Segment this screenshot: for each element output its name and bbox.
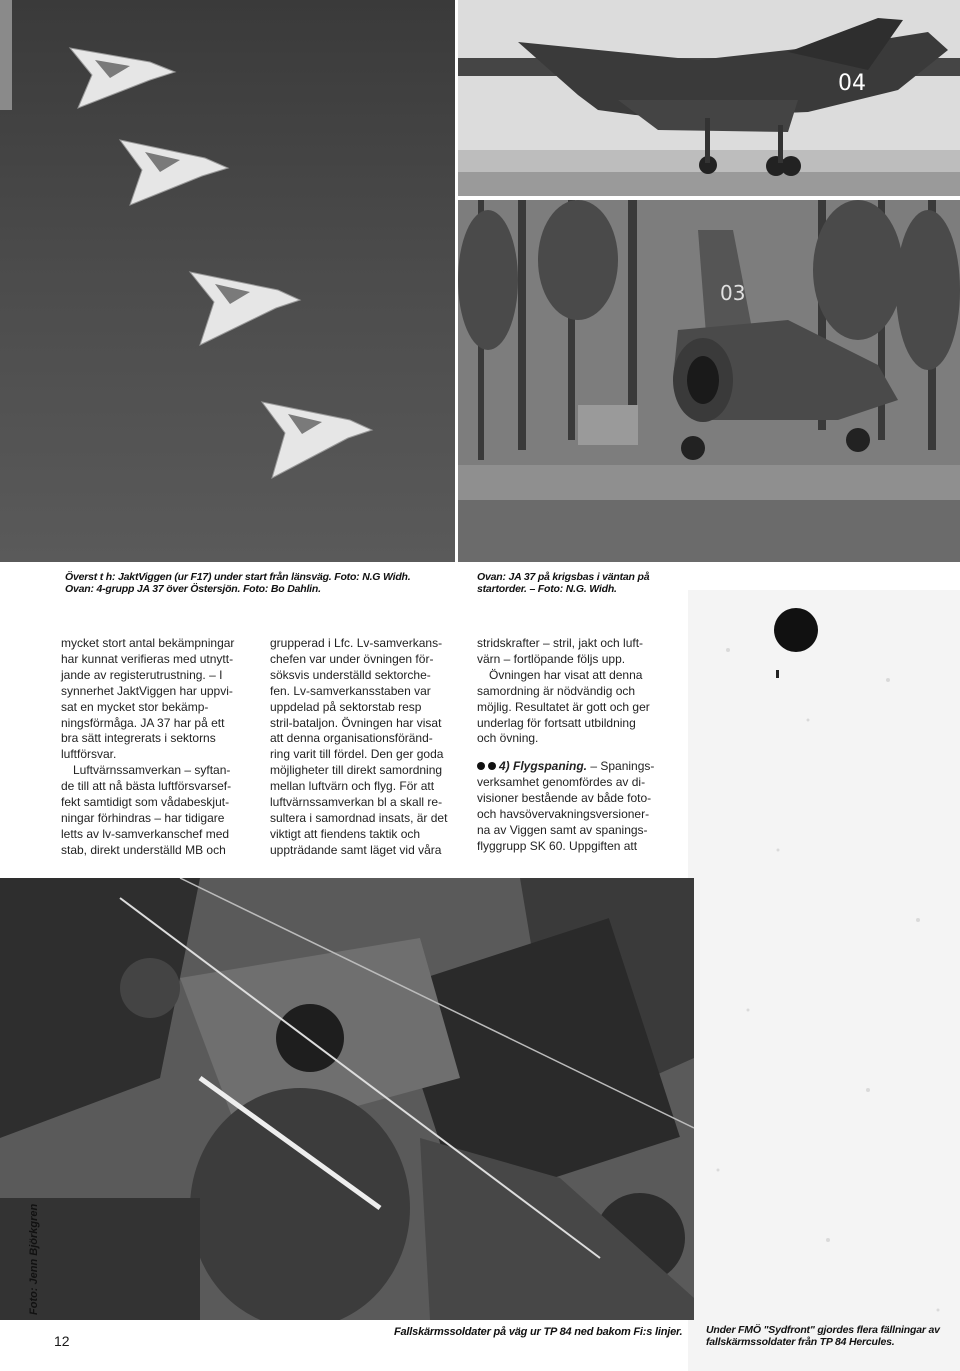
bullet-icon	[488, 762, 496, 770]
col3-paragraph-3-rest: verksamhet genomfördes av di- visioner bestående av både foto- och havsövervakningsversioner- na av Viggen samt av spanings- flyggrupp SK 60. Uppgiften att	[477, 775, 652, 853]
side-panel-speckle	[688, 590, 960, 1371]
caption-bottom-side	[706, 1324, 956, 1348]
photo-paratroopers	[0, 878, 694, 1320]
col3-paragraph-3-first: – Spanings-	[587, 759, 655, 774]
caption-top-left-line2: Ovan: 4-grupp JA 37 över Östersjön. Foto: Bo Dahlin.	[65, 583, 321, 595]
col1-paragraph-1: mycket stort antal bekämpningar har kunnat verifieras med utnytt- jande av registerutrustning. – I synnerhet JaktViggen har uppvi- sat en mycket stor bekämp- ningsförmåga. JA 37 har på ett bra sätt integrerats i sektorns luftförsvar.	[61, 636, 235, 762]
col2-paragraph-1: grupperad i Lfc. Lv-samverkans- chefen var under övningen för- söksvis underställd sektorche- fen. Lv-samverkansstaben var uppdelad på sektorstab resp stril-bataljon. Övningen har visat att denna organisationsföränd- ring varit till fördel. Den ger goda möjligheter till direkt samordning mellan luftvärn och flyg. För att luftvärnssamverkan bl a skall re- sultera i samordnad insats, är det viktigt att fiendens taktik och uppträdande samt läget vid våra	[270, 636, 448, 857]
bullet-icon	[477, 762, 485, 770]
col3-paragraph-1: stridskrafter – stril, jakt och luft- värn – fortlöpande följs upp.	[477, 636, 644, 666]
caption-bottom-main: Fallskärmssoldater på väg ur TP 84 ned bakom Fi:s linjer.	[394, 1326, 683, 1338]
caption-top-left	[65, 571, 445, 595]
page-number: 12	[54, 1333, 70, 1349]
text-column-3	[477, 636, 667, 855]
text-column-1	[61, 636, 251, 859]
aircraft-code-03: 03	[720, 281, 746, 305]
col1-paragraph-2: Luftvärnssamverkan – syftan- de till att nå bästa luftförsvarsef- fekt samtidigt som vådabeskjut- ningar förhindras – har tidigare letts av lv-samverkanschef med stab, direkt underställd MB och	[61, 763, 232, 857]
photo-credit: Foto: Jenn Björkgren	[28, 1203, 40, 1315]
photo-formation	[0, 0, 455, 562]
caption-top-left-line1: Överst t h: JaktViggen (ur F17) under start från länsväg. Foto: N.G Widh.	[65, 571, 411, 583]
col3-section	[477, 759, 667, 775]
caption-top-right-line1: Ovan: JA 37 på krigsbas i väntan på	[477, 571, 650, 583]
caption-bottom-side-line1: Under FMÖ "Sydfront" gjordes flera fällningar av	[706, 1324, 940, 1336]
photo-takeoff	[458, 0, 960, 196]
text-column-2	[270, 636, 460, 859]
aircraft-code-04: 04	[838, 71, 866, 96]
col3-paragraph-2: Övningen har visat att denna samordning är nödvändig och möjlig. Resultatet är gott och ger underlag för fortsatt utbildning och övning.	[477, 667, 650, 746]
section-title: 4) Flygspaning.	[499, 759, 588, 774]
caption-top-right-line2: startorder. – Foto: N.G. Widh.	[477, 583, 617, 595]
photo-war-base	[458, 200, 960, 562]
caption-bottom-side-line2: fallskärmssoldater från TP 84 Hercules.	[706, 1336, 895, 1348]
